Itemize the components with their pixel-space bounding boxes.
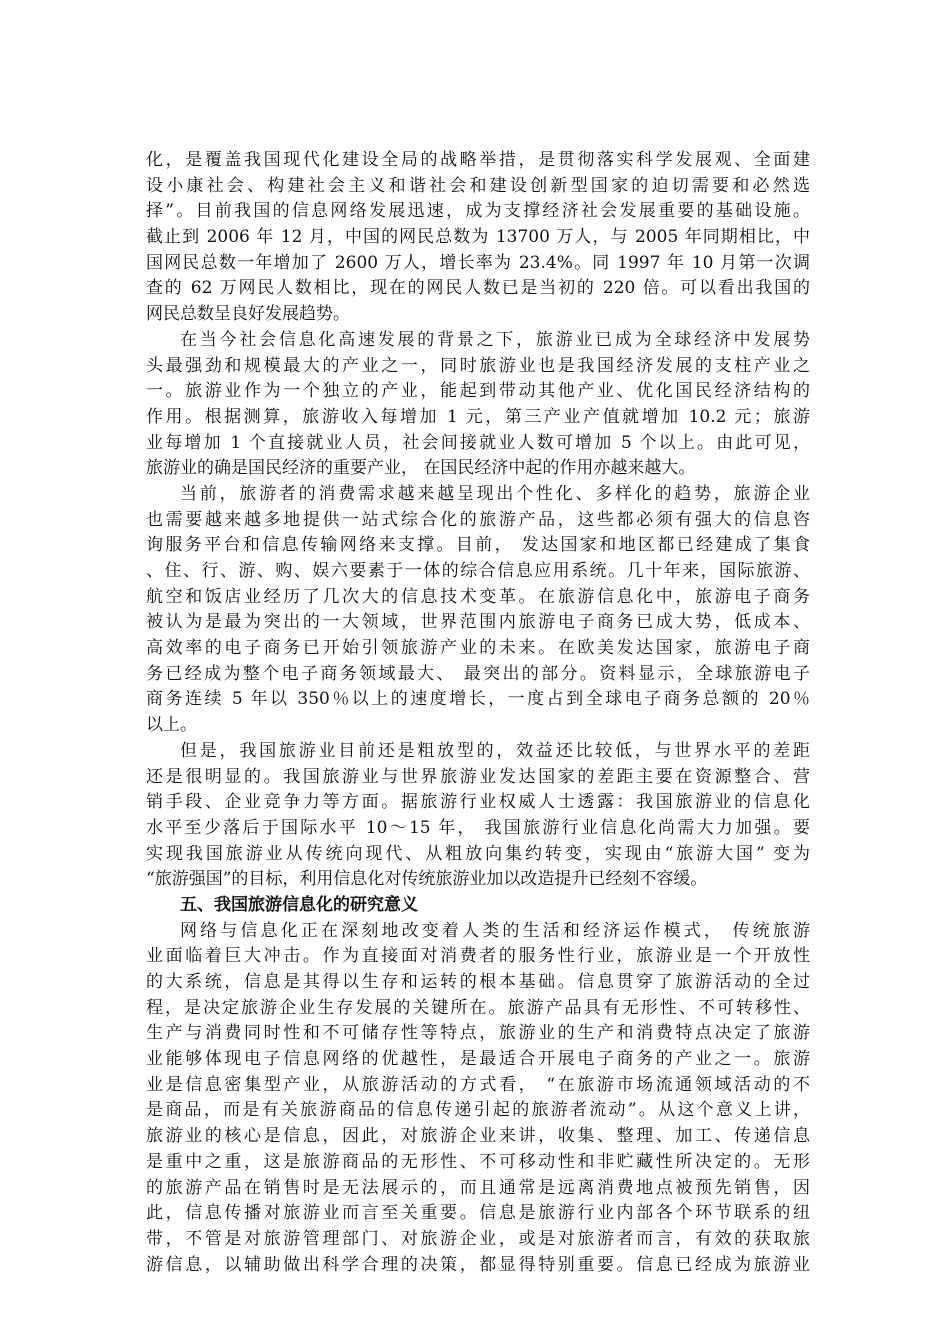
- text-line: 作用。根据测算，旅游收入每增加 1 元，第三产业产值就增加 10.2 元；旅游: [146, 406, 810, 427]
- section-heading: 五、我国旅游信息化的研究意义: [180, 894, 418, 915]
- document-body: [146, 148, 810, 1278]
- text-line: 择”。目前我国的信息网络发展迅速，成为支撑经济社会发展重要的基础设施。: [146, 201, 810, 222]
- text-line: 是重中之重，这是旅游商品的无形性、不可移动性和非贮藏性所决定的。无形: [146, 1151, 810, 1172]
- text-line: 务已经成为整个电子商务领域最大、 最突出的部分。资料显示，全球旅游电子: [146, 663, 810, 684]
- text-line: 的大系统，信息是其得以生存和运转的根本基础。信息贯穿了旅游活动的全过: [146, 972, 810, 992]
- text-line: 化，是覆盖我国现代化建设全局的战略举措，是贯彻落实科学发展观、全面建: [146, 150, 810, 170]
- text-line: 水平至少落后于国际水平 10～15 年， 我国旅游行业信息化尚需大力加强。要: [146, 817, 810, 838]
- text-line: 游信息，以辅助做出科学合理的决策，都显得特别重要。信息已经成为旅游业: [146, 1254, 810, 1275]
- text-line: 业每增加 1 个直接就业人员，社会间接就业人数可增加 5 个以上。由此可见，: [146, 432, 810, 453]
- text-line: 、住、行、游、购、娱六要素于一体的综合信息应用系统。几十年来，国际旅游、: [146, 561, 810, 581]
- text-line: 设小康社会、构建社会主义和谐社会和建设创新型国家的迫切需要和必然选: [146, 175, 810, 196]
- text-line: 实现我国旅游业从传统向现代、从粗放向集约转变，实现由“旅游大国” 变为: [146, 843, 810, 864]
- text-line: 国网民总数一年增加了 2600 万人，增长率为 23.4%。同 1997 年 10 月第一次调: [146, 252, 810, 273]
- text-line: 销手段、企业竞争力等方面。据旅游行业权威人士透露：我国旅游业的信息化: [146, 792, 810, 813]
- text-line: 业是信息密集型产业，从旅游活动的方式看， “在旅游市场流通领域活动的不: [146, 1074, 810, 1095]
- text-line: “旅游强国”的目标，利用信息化对传统旅游业加以改造提升已经刻不容缓。: [146, 869, 708, 890]
- text-line: 在当今社会信息化高速发展的背景之下，旅游业已成为全球经济中发展势: [180, 329, 810, 350]
- paragraph: [146, 148, 810, 328]
- paragraph: [146, 328, 810, 482]
- text-line: 业面临着巨大冲击。作为直接面对消费者的服务性行业，旅游业是一个开放性: [146, 946, 810, 967]
- text-line: 程，是决定旅游企业生存发展的关键所在。旅游产品具有无形性、不可转移性、: [146, 997, 810, 1018]
- paragraph: [146, 919, 810, 1279]
- text-line: 网络与信息化正在深刻地改变着人类的生活和经济运作模式， 传统旅游: [180, 920, 810, 941]
- text-line: 询服务平台和信息传输网络来支撑。目前， 发达国家和地区都已经建成了集食: [146, 535, 810, 556]
- text-line: 网民总数呈良好发展趋势。: [146, 304, 350, 325]
- text-line: 也需要越来越多地提供一站式综合化的旅游产品，这些都必须有强大的信息咨: [146, 509, 810, 530]
- text-line: 旅游业的核心是信息，因此，对旅游企业来讲，收集、整理、加工、传递信息: [146, 1126, 810, 1147]
- paragraph: [146, 739, 810, 893]
- text-line: 一。旅游业作为一个独立的产业，能起到带动其他产业、优化国民经济结构的: [146, 381, 810, 402]
- paragraph: [146, 482, 810, 739]
- text-line: 查的 62 万网民人数相比，现在的网民人数已是当初的 220 倍。可以看出我国的: [146, 278, 810, 299]
- text-line: 生产与消费同时性和不可储存性等特点，旅游业的生产和消费特点决定了旅游: [146, 1023, 810, 1044]
- text-line: 航空和饭店业经历了几次大的信息技术变革。在旅游信息化中，旅游电子商务: [146, 586, 810, 607]
- text-line: 还是很明显的。我国旅游业与世界旅游业发达国家的差距主要在资源整合、营: [146, 766, 810, 787]
- text-line: 但是，我国旅游业目前还是粗放型的，效益还比较低，与世界水平的差距: [180, 740, 810, 761]
- text-line: 旅游业的确是国民经济的重要产业， 在国民经济中起的作用亦越来越大。: [146, 458, 696, 479]
- text-line: 带，不管是对旅游管理部门、对旅游企业，或是对旅游者而言，有效的获取旅: [146, 1228, 810, 1249]
- text-line: 头最强劲和规模最大的产业之一，同时旅游业也是我国经济发展的支柱产业之: [146, 355, 810, 376]
- text-line: 高效率的电子商务已开始引领旅游产业的未来。在欧美发达国家，旅游电子商: [146, 638, 810, 659]
- text-line: 截止到 2006 年 12 月，中国的网民总数为 13700 万人，与 2005 年同期相比，中: [146, 227, 810, 248]
- text-line: 是商品，而是有关旅游商品的信息传递引起的旅游者流动”。从这个意义上讲，: [146, 1100, 810, 1121]
- document-page: [146, 148, 810, 1278]
- text-line: 业能够体现电子信息网络的优越性，是最适合开展电子商务的产业之一。旅游: [146, 1049, 810, 1070]
- text-line: 以上。: [146, 715, 197, 736]
- text-line: 当前，旅游者的消费需求越来越呈现出个性化、多样化的趋势，旅游企业: [180, 483, 810, 504]
- text-line: 此，信息传播对旅游业而言至关重要。信息是旅游行业内部各个环节联系的纽: [146, 1203, 810, 1224]
- text-line: 商务连续 5 年以 350％以上的速度增长，一度占到全球电子商务总额的 20％: [146, 689, 810, 710]
- text-line: 被认为是最为突出的一大领域，世界范围内旅游电子商务已成大势，低成本、: [146, 612, 810, 633]
- text-line: 的旅游产品在销售时是无法展示的，而且通常是远离消费地点被预先销售，因: [146, 1177, 810, 1198]
